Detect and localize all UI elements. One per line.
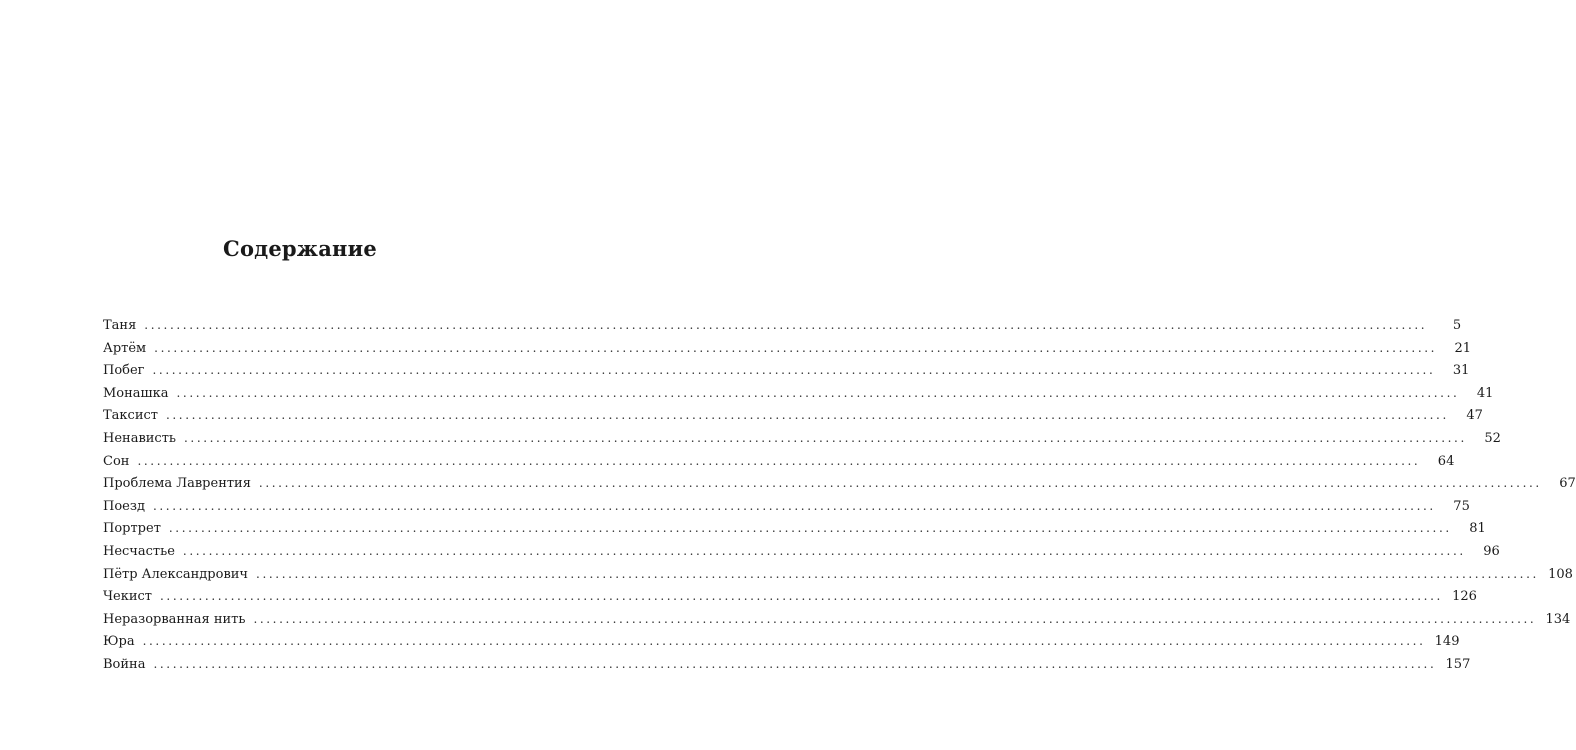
toc-entry-page: 41 <box>1476 385 1494 401</box>
toc-entry-title: Юра <box>103 634 135 650</box>
toc-entry <box>103 495 1470 518</box>
table-of-contents <box>103 314 1576 676</box>
toc-entry-title: Побег <box>103 363 145 379</box>
toc-entry-page: 64 <box>1437 453 1455 469</box>
toc-entry-page: 67 <box>1559 476 1576 492</box>
toc-entry-page: 157 <box>1445 656 1471 672</box>
toc-entry-title: Сон <box>103 453 130 469</box>
dot-leader: ........................................................................................................................................................................................................ <box>176 385 1460 400</box>
dot-leader: ........................................................................................................................................................................................................ <box>168 521 1452 536</box>
dot-leader: ........................................................................................................................................................................................................ <box>182 543 1466 558</box>
toc-entry-page: 81 <box>1469 521 1486 537</box>
toc-entry-title: Поезд <box>103 498 145 514</box>
toc-entry <box>103 585 1477 608</box>
toc-entry-page: 21 <box>1454 340 1472 356</box>
toc-entry-page: 149 <box>1434 634 1460 650</box>
toc-entry-title: Неразорванная нить <box>103 611 246 627</box>
toc-entry <box>103 472 1576 495</box>
toc-entry-page: 31 <box>1452 363 1470 379</box>
toc-entry-page: 134 <box>1545 611 1571 627</box>
dot-leader: ........................................................................................................................................................................................................ <box>152 363 1436 378</box>
toc-entry-page: 96 <box>1483 543 1500 559</box>
page-title: Содержание <box>223 236 377 261</box>
toc-entry <box>103 450 1455 473</box>
toc-entry-page: 126 <box>1452 589 1477 605</box>
dot-leader: ........................................................................................................................................................................................................ <box>152 498 1436 513</box>
toc-entry-title: Ненависть <box>103 430 176 446</box>
toc-entry-title: Несчастье <box>103 543 175 559</box>
toc-entry <box>103 608 1571 631</box>
toc-entry-page: 108 <box>1548 566 1573 582</box>
dot-leader: ........................................................................................................................................................................................................ <box>253 611 1537 626</box>
toc-entry-title: Проблема Лаврентия <box>103 476 251 492</box>
dot-leader: ........................................................................................................................................................................................................ <box>142 634 1426 649</box>
toc-entry-title: Пётр Александрович <box>103 566 249 582</box>
toc-entry-title: Чекист <box>103 589 153 605</box>
toc-entry-title: Таня <box>103 318 137 333</box>
toc-entry <box>103 314 1462 337</box>
dot-leader: ........................................................................................................................................................................................................ <box>153 656 1437 671</box>
toc-entry <box>103 540 1500 563</box>
toc-entry <box>103 427 1501 450</box>
dot-leader: ........................................................................................................................................................................................................ <box>144 318 1428 332</box>
toc-entry <box>103 653 1471 676</box>
dot-leader: ........................................................................................................................................................................................................ <box>183 430 1467 445</box>
toc-entry <box>103 359 1470 382</box>
toc-entry <box>103 630 1460 653</box>
dot-leader: ........................................................................................................................................................................................................ <box>165 408 1449 423</box>
toc-entry <box>103 382 1494 405</box>
toc-entry <box>103 404 1483 427</box>
dot-leader: ........................................................................................................................................................................................................ <box>256 566 1539 581</box>
toc-entry-page: 47 <box>1466 408 1483 424</box>
toc-entry-page: 75 <box>1453 498 1470 514</box>
toc-entry-title: Артём <box>103 340 147 356</box>
toc-entry <box>103 337 1472 360</box>
dot-leader: ........................................................................................................................................................................................................ <box>160 589 1443 604</box>
dot-leader: ........................................................................................................................................................................................................ <box>154 340 1438 355</box>
toc-entry-page: 52 <box>1484 430 1501 446</box>
toc-entry-page: 5 <box>1452 318 1462 333</box>
toc-entry <box>103 563 1573 586</box>
toc-entry-title: Монашка <box>103 385 169 401</box>
toc-entry-title: Таксист <box>103 408 158 424</box>
dot-leader: ........................................................................................................................................................................................................ <box>137 453 1421 468</box>
toc-entry <box>103 517 1486 540</box>
toc-entry-title: Война <box>103 656 146 672</box>
dot-leader: ........................................................................................................................................................................................................ <box>258 476 1542 491</box>
toc-entry-title: Портрет <box>103 521 161 537</box>
